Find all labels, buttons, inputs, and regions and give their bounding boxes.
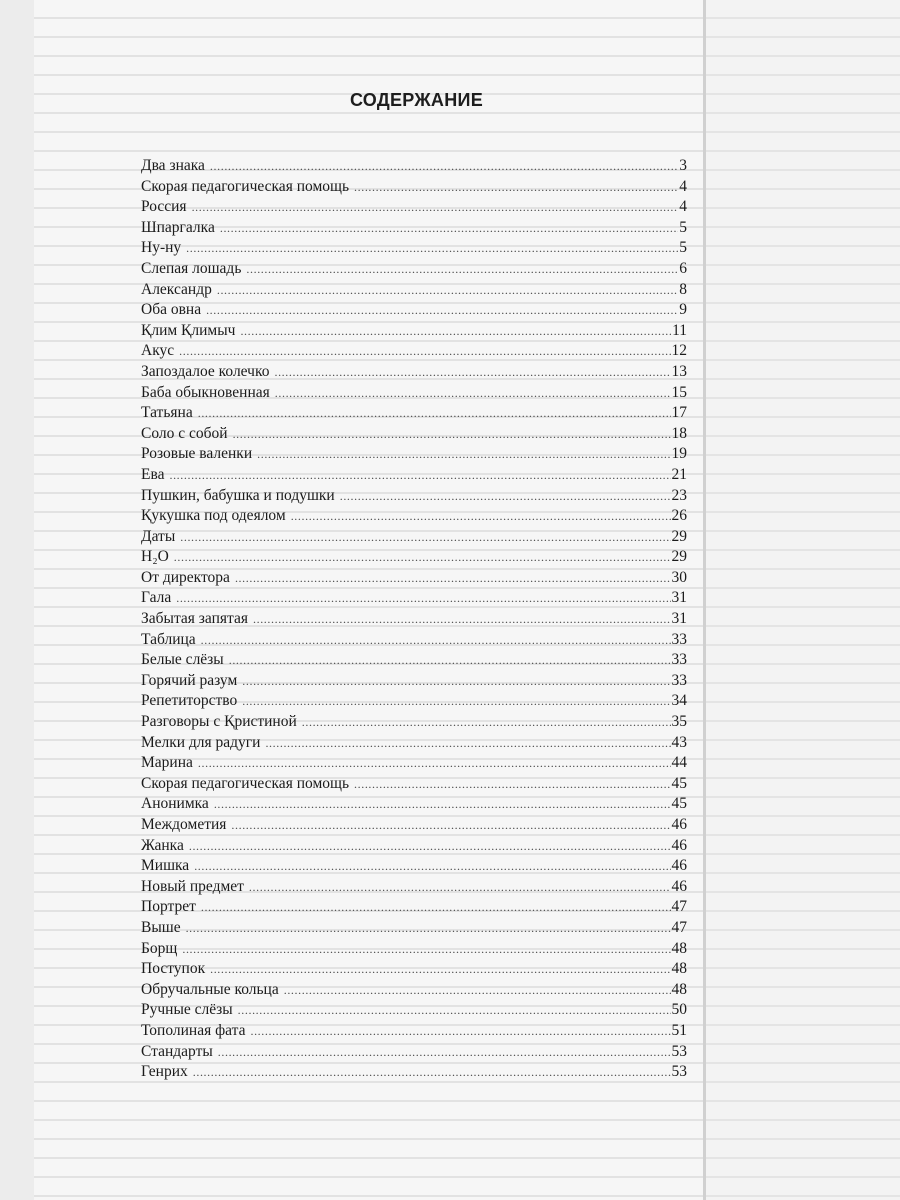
dot-leader (179, 341, 670, 362)
toc-entry (141, 300, 687, 321)
toc-entry-title: H₂O (141, 548, 169, 566)
dot-leader (249, 877, 671, 898)
toc-entry (141, 815, 687, 836)
toc-entry-title: Скорая педагогическая помощь (141, 177, 350, 195)
toc-entry-title: Анонимка (141, 795, 209, 813)
dot-leader (186, 918, 671, 939)
dot-leader (194, 856, 670, 877)
toc-entry-title: Выше (141, 918, 181, 936)
toc-entry (141, 1000, 687, 1021)
toc-entry (141, 609, 687, 630)
dot-leader (302, 712, 671, 733)
toc-entry-title: От директора (141, 568, 230, 586)
toc-entry-page-number: 44 (671, 754, 687, 772)
toc-entry-page-number: 48 (671, 980, 687, 998)
toc-entry (141, 465, 687, 486)
toc-entry (141, 774, 687, 795)
toc-entry (141, 588, 687, 609)
toc-entry-page-number: 46 (671, 836, 687, 854)
toc-entry-title: Поступок (141, 960, 206, 978)
dot-leader (275, 383, 671, 404)
dot-leader (246, 259, 678, 280)
toc-entry-page-number: 31 (671, 589, 687, 607)
toc-entry-page-number: 31 (671, 610, 687, 628)
toc-entry-title: Разговоры с Қристиной (141, 713, 297, 731)
toc-entry-title: Забытая запятая (141, 610, 248, 628)
dot-leader (217, 280, 678, 301)
toc-entry (141, 959, 687, 980)
toc-entry (141, 403, 687, 424)
dot-leader (201, 897, 671, 918)
dot-leader (231, 815, 670, 836)
toc-entry-title: Обручальные кольца (141, 980, 279, 998)
toc-entry-page-number: 33 (671, 671, 687, 689)
toc-entry (141, 321, 687, 342)
dot-leader (192, 197, 679, 218)
dot-leader (198, 753, 671, 774)
toc-entry (141, 547, 687, 568)
toc-entry-page-number: 26 (671, 507, 687, 525)
dot-leader (176, 588, 670, 609)
toc-entry-page-number: 13 (671, 362, 687, 380)
dot-leader (257, 444, 670, 465)
toc-entry-title: Ева (141, 465, 165, 483)
toc-entry-title: Розовые валенки (141, 445, 253, 463)
toc-entry (141, 177, 687, 198)
toc-entry-page-number: 48 (671, 939, 687, 957)
toc-entry (141, 980, 687, 1001)
dot-leader (233, 424, 671, 445)
toc-entry-page-number: 23 (671, 486, 687, 504)
toc-entry (141, 856, 687, 877)
toc-entry-title: Репетиторство (141, 692, 238, 710)
dot-leader (201, 630, 671, 651)
toc-entry-page-number: 53 (671, 1042, 687, 1060)
toc-entry-title: Даты (141, 527, 176, 545)
toc-entry (141, 1042, 687, 1063)
toc-entry-page-number: 53 (671, 1063, 687, 1081)
dot-leader (174, 547, 671, 568)
toc-entry-title: Соло с собой (141, 424, 228, 442)
toc-entry-title: Стандарты (141, 1042, 213, 1060)
dot-leader (214, 794, 671, 815)
toc-entry-title: Александр (141, 280, 212, 298)
toc-entry (141, 568, 687, 589)
dot-leader (210, 959, 670, 980)
toc-entry-page-number: 29 (671, 548, 687, 566)
toc-entry (141, 1021, 687, 1042)
dot-leader (193, 1062, 671, 1083)
dot-leader (180, 527, 670, 548)
toc-entry-page-number: 11 (672, 321, 687, 339)
dot-leader (250, 1021, 670, 1042)
toc-entry-page-number: 4 (679, 177, 687, 195)
toc-entry (141, 753, 687, 774)
toc-entry-page-number: 19 (671, 445, 687, 463)
toc-entry-title: Новый предмет (141, 877, 244, 895)
page-title: СОДЕРЖАНИЕ (349, 90, 484, 110)
toc-entry (141, 156, 687, 177)
toc-entry-title: Портрет (141, 898, 196, 916)
toc-entry-title: Скорая педагогическая помощь (141, 774, 350, 792)
toc-entry (141, 733, 687, 754)
toc-entry-title: Қлим Қлимыч (141, 321, 236, 339)
dot-leader (242, 691, 670, 712)
dot-leader (198, 403, 671, 424)
toc-entry-page-number: 35 (671, 713, 687, 731)
toc-entry-title: Генрих (141, 1063, 188, 1081)
toc-entry (141, 712, 687, 733)
toc-entry (141, 341, 687, 362)
toc-entry (141, 383, 687, 404)
toc-entry (141, 362, 687, 383)
toc-entry-page-number: 8 (679, 280, 687, 298)
toc-entry-page-number: 47 (671, 898, 687, 916)
toc-entry-title: Қукушка под одеялом (141, 507, 286, 525)
dot-leader (186, 238, 678, 259)
toc-entry-page-number: 46 (671, 857, 687, 875)
toc-entry-title: Марина (141, 754, 193, 772)
toc-entry-page-number: 18 (671, 424, 687, 442)
toc-entry-page-number: 5 (679, 239, 687, 257)
toc-entry (141, 280, 687, 301)
toc-entry-title: Шпаргалка (141, 218, 215, 236)
toc-entry (141, 259, 687, 280)
dot-leader (206, 300, 678, 321)
toc-entry-page-number: 46 (671, 877, 687, 895)
dot-leader (182, 939, 670, 960)
dot-leader (284, 980, 671, 1001)
dot-leader (238, 1000, 671, 1021)
toc-entry-title: Баба обыкновенная (141, 383, 270, 401)
dot-leader (340, 486, 671, 507)
dot-leader (242, 671, 670, 692)
toc-entry-title: Тополиная фата (141, 1021, 246, 1039)
toc-entry-title: Россия (141, 198, 187, 216)
toc-entry (141, 650, 687, 671)
dot-leader (189, 836, 671, 857)
dot-leader (274, 362, 670, 383)
dot-leader (354, 774, 670, 795)
toc-entry-page-number: 5 (679, 218, 687, 236)
toc-entry (141, 486, 687, 507)
toc-entry (141, 794, 687, 815)
toc-entry-page-number: 48 (671, 960, 687, 978)
toc-entry-title: Горячий разум (141, 671, 238, 689)
toc-entry-title: Запоздалое колечко (141, 362, 270, 380)
toc-entry (141, 444, 687, 465)
toc-entry (141, 918, 687, 939)
toc-entry-page-number: 33 (671, 630, 687, 648)
next-page-edge (706, 0, 900, 1200)
page-left-margin (0, 0, 34, 1200)
toc-entry-title: Гала (141, 589, 172, 607)
toc-entry (141, 877, 687, 898)
toc-entry (141, 671, 687, 692)
dot-leader (291, 506, 671, 527)
toc-entry (141, 238, 687, 259)
dot-leader (235, 568, 671, 589)
toc-entry (141, 506, 687, 527)
toc-entry-page-number: 33 (671, 651, 687, 669)
toc-entry-page-number: 4 (679, 198, 687, 216)
toc-entry-page-number: 29 (671, 527, 687, 545)
toc-entry-page-number: 15 (671, 383, 687, 401)
toc-entry (141, 1062, 687, 1083)
dot-leader (218, 1042, 671, 1063)
toc-entry-page-number: 46 (671, 816, 687, 833)
toc-entry-page-number: 51 (671, 1021, 687, 1039)
toc-entry-page-number: 43 (671, 733, 687, 751)
toc-entry-page-number: 45 (671, 795, 687, 813)
toc-entry-title: Ну-ну (141, 239, 182, 257)
toc-entry-page-number: 17 (671, 404, 687, 422)
dot-leader (169, 465, 670, 486)
toc-entry (141, 630, 687, 651)
toc-entry (141, 527, 687, 548)
dot-leader (210, 156, 678, 177)
toc-entry-title: Мелки для радуги (141, 733, 261, 751)
toc-entry-title: Междометия (141, 816, 227, 833)
toc-entry (141, 897, 687, 918)
toc-entry (141, 197, 687, 218)
dot-leader (354, 177, 678, 198)
toc-entry-title: Жанка (141, 836, 184, 854)
toc-entry-page-number: 21 (671, 465, 687, 483)
toc-entry-title: Пушкин, бабушка и подушки (141, 486, 335, 504)
dot-leader (240, 321, 671, 342)
toc-entry-title: Ручные слёзы (141, 1001, 233, 1019)
toc-entry-title: Белые слёзы (141, 651, 224, 669)
toc-entry (141, 691, 687, 712)
toc-entry-title: Слепая лошадь (141, 259, 242, 277)
toc-entry-title: Акус (141, 342, 175, 360)
toc-entry-page-number: 34 (671, 692, 687, 710)
toc-entry-page-number: 50 (671, 1001, 687, 1019)
toc-entry-page-number: 6 (679, 259, 687, 277)
toc-entry (141, 836, 687, 857)
toc-entry-title: Таблица (141, 630, 196, 648)
toc-entry-page-number: 3 (679, 157, 687, 174)
dot-leader (265, 733, 670, 754)
toc-entry-title: Борщ (141, 939, 178, 957)
toc-entry-page-number: 9 (679, 301, 687, 319)
toc-entry (141, 424, 687, 445)
dot-leader (253, 609, 671, 630)
toc-entry-title: Два знака (141, 157, 205, 174)
toc-entry-title: Татьяна (141, 404, 193, 422)
toc-entry-page-number: 30 (671, 568, 687, 586)
table-of-contents (141, 156, 687, 1083)
toc-entry-page-number: 12 (671, 342, 687, 360)
toc-entry (141, 218, 687, 239)
dot-leader (229, 650, 671, 671)
toc-entry-title: Мишка (141, 857, 190, 875)
toc-entry-page-number: 45 (671, 774, 687, 792)
toc-entry (141, 939, 687, 960)
dot-leader (220, 218, 678, 239)
toc-entry-page-number: 47 (671, 918, 687, 936)
toc-entry-title: Оба овна (141, 301, 202, 319)
